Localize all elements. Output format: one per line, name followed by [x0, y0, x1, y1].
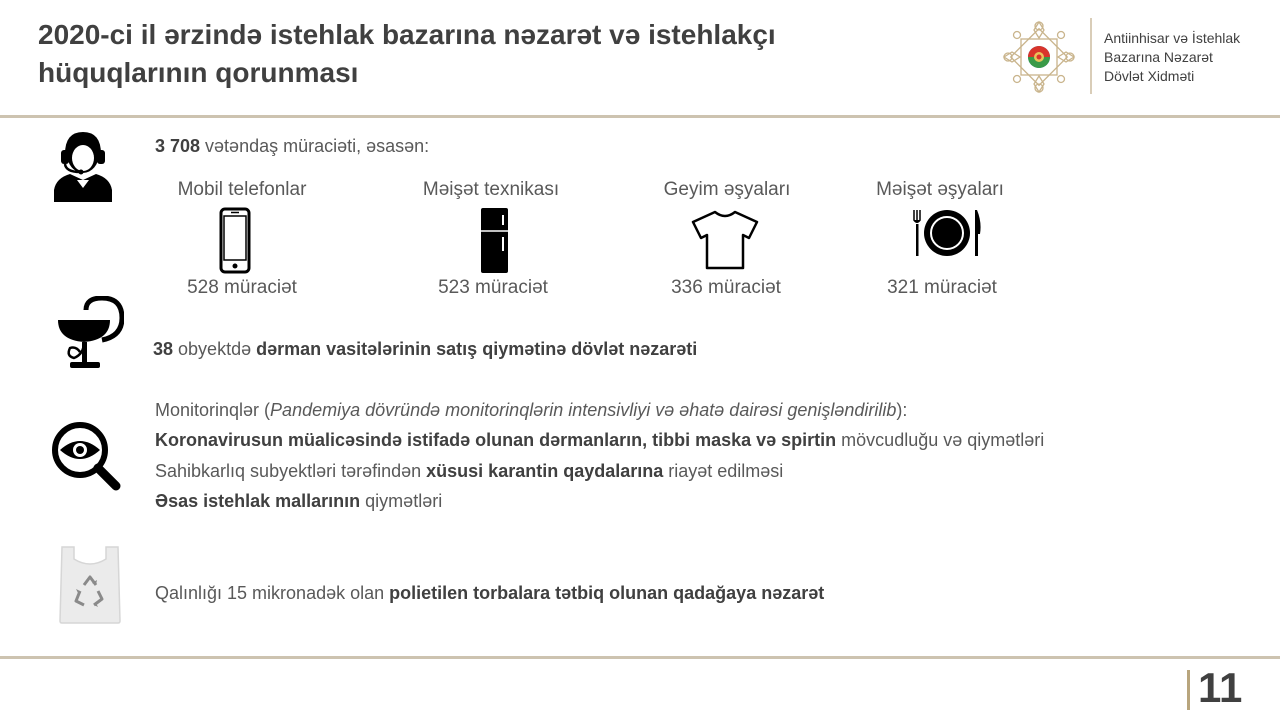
footer-divider — [0, 656, 1280, 659]
pharmacy-label: obyektdə — [173, 339, 257, 359]
category-label-clothing: Geyim əşyaları — [663, 179, 791, 200]
magnifier-eye-icon — [50, 420, 122, 492]
page-title — [38, 16, 938, 92]
org-line-2: Bazarına Nəzarət — [1104, 49, 1213, 65]
pharmacy-bold: dərman vasitələrinin satış qiymətinə dövlət nəzarəti — [256, 339, 698, 359]
title-line-1: 2020-ci il ərzində istehlak bazarına nəzarət və istehlakçı — [38, 19, 776, 50]
mobile-phone-icon — [219, 207, 251, 274]
org-line-1: Antiinhisar və İstehlak — [1104, 30, 1241, 46]
emblem-logo-icon — [1000, 18, 1078, 96]
category-label-appliances: Məişət texnikası — [422, 179, 560, 200]
appeals-count: 3 708 — [155, 136, 201, 156]
org-line-3: Dövlət Xidməti — [1104, 68, 1195, 84]
header-divider — [0, 115, 1280, 118]
category-count-appliances: 523 müraciət — [438, 277, 548, 298]
appeals-summary — [155, 136, 429, 157]
tshirt-icon — [691, 210, 759, 270]
category-label-mobile: Mobil telefonlar — [177, 179, 307, 200]
monitoring-line-2-bold: Koronavirusun müalicəsində istifadə olunan dərmanların, tibbi maska və spirtin — [155, 430, 837, 450]
category-count-household: 321 müraciət — [887, 277, 997, 298]
monitoring-line-3-prefix: Sahibkarlıq subyektləri tərəfindən — [155, 461, 427, 481]
pharmacy-bowl-icon — [56, 296, 124, 370]
monitoring-suffix: ): — [896, 400, 908, 420]
pharmacy-count: 38 — [153, 339, 174, 359]
monitoring-line-4 — [155, 491, 442, 512]
monitoring-line-3 — [155, 461, 783, 482]
category-count-clothing: 336 müraciət — [671, 277, 781, 298]
category-count-mobile: 528 müraciət — [187, 277, 297, 298]
plastic-bag-recycle-icon — [58, 545, 122, 625]
plastic-prefix: Qalınlığı 15 mikronadək olan — [155, 583, 390, 603]
monitoring-prefix: Monitorinqlər ( — [155, 400, 271, 420]
refrigerator-icon — [480, 207, 509, 274]
pharmacy-text — [153, 339, 697, 360]
logo-divider — [1090, 18, 1092, 94]
plate-cutlery-icon — [912, 208, 982, 258]
monitoring-line-2 — [155, 430, 1044, 451]
monitoring-line-1 — [155, 400, 907, 421]
monitoring-line-3-bold: xüsusi karantin qaydalarına — [426, 461, 664, 481]
plastic-text — [155, 583, 824, 604]
organization-name — [1104, 29, 1240, 86]
call-center-operator-icon — [50, 128, 116, 202]
title-line-2: hüquqlarının qorunması — [38, 57, 359, 88]
monitoring-line-4-rest: qiymətləri — [360, 491, 443, 511]
monitoring-line-4-bold: Əsas istehlak mallarının — [155, 491, 361, 511]
monitoring-line-2-rest: mövcudluğu və qiymətləri — [836, 430, 1045, 450]
plastic-bold: polietilen torbalara tətbiq olunan qadağaya nəzarət — [389, 583, 825, 603]
monitoring-italic: Pandemiya dövründə monitorinqlərin intensivliyi və əhatə dairəsi genişləndirilib — [270, 400, 897, 420]
appeals-text: vətəndaş müraciəti, əsasən: — [200, 136, 430, 156]
page-number: 11 — [1198, 664, 1243, 711]
monitoring-line-3-suffix: riayət edilməsi — [663, 461, 784, 481]
page-number-bar — [1187, 670, 1190, 710]
category-label-household: Məişət əşyaları — [876, 179, 1004, 200]
